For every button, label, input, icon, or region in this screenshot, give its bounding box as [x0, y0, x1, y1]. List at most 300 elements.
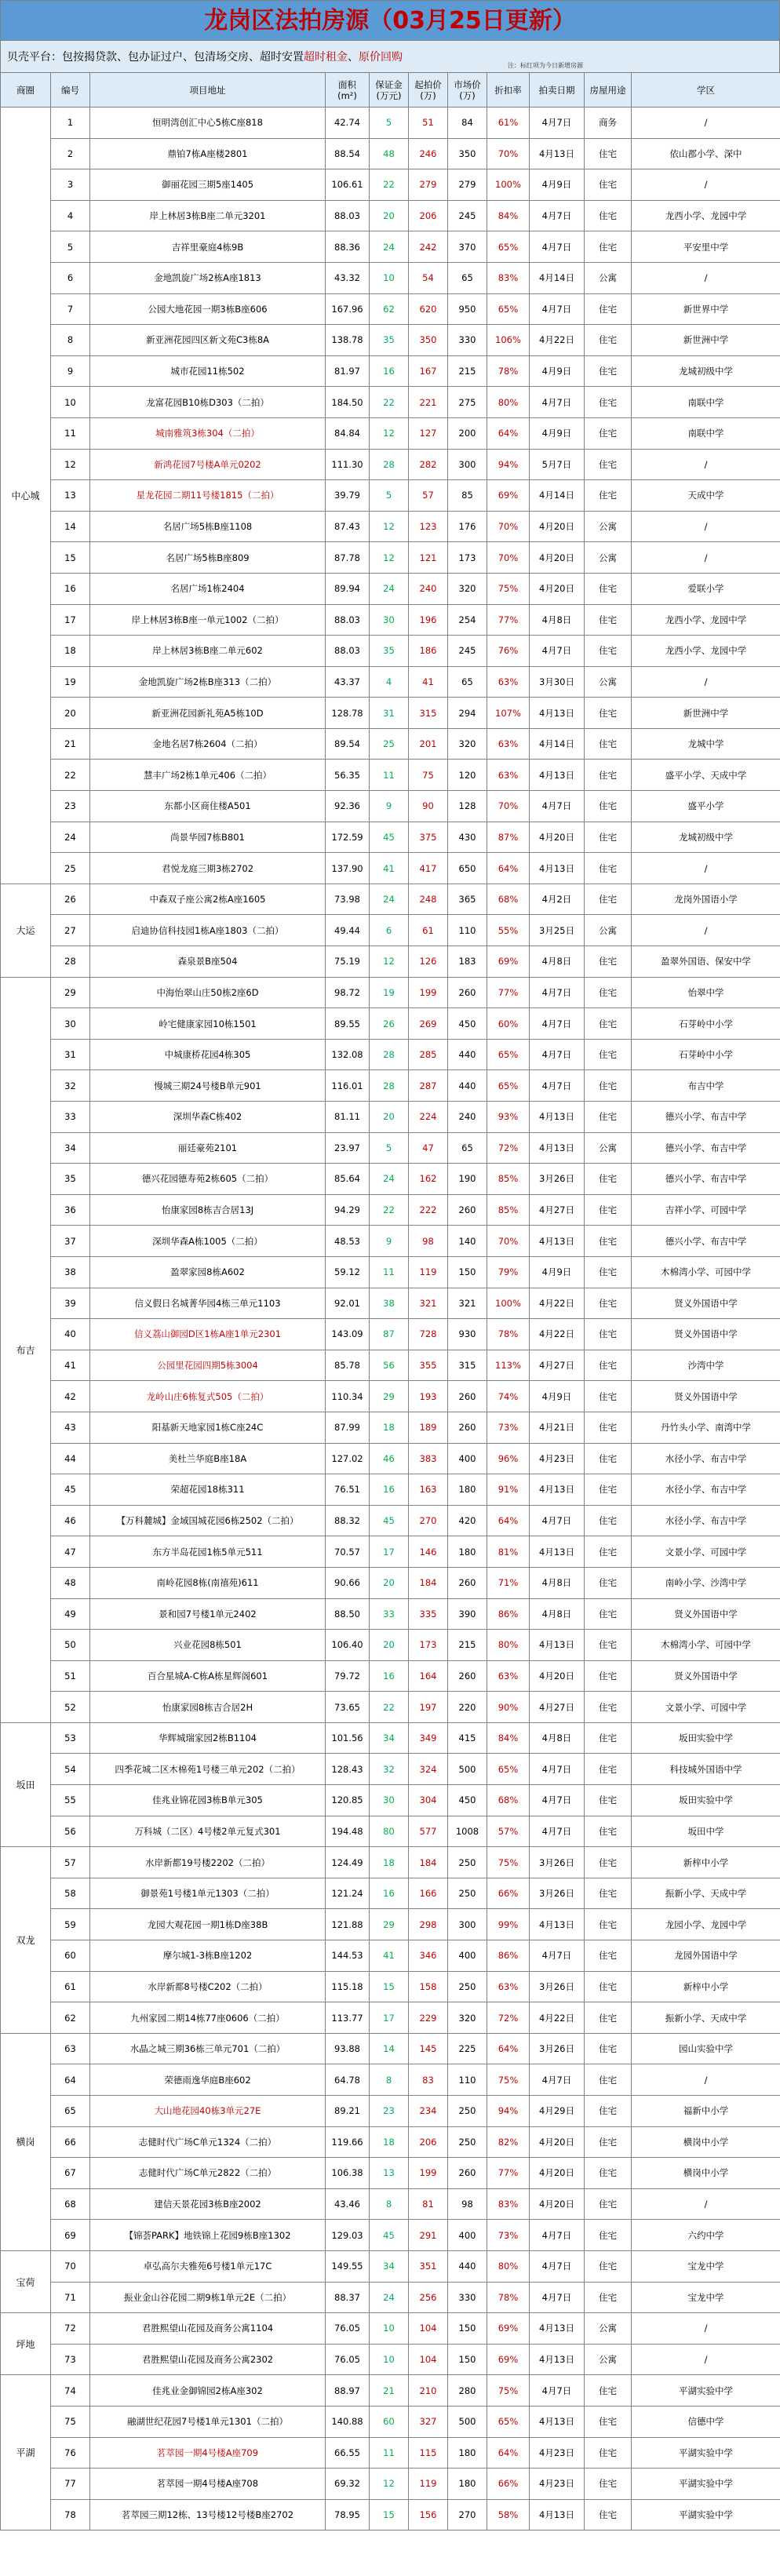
- row-school: /: [632, 666, 780, 698]
- row-auction-date: 4月13日: [530, 2406, 585, 2437]
- row-size: 128.78: [326, 698, 370, 729]
- row-deposit: 10: [370, 262, 409, 293]
- row-school: 科技城外国语中学: [632, 1754, 780, 1785]
- row-usage: 住宅: [585, 1505, 632, 1536]
- row-usage: 住宅: [585, 1256, 632, 1288]
- row-size: 89.21: [326, 2096, 370, 2127]
- row-discount: 69%: [487, 2313, 530, 2345]
- row-usage: 住宅: [585, 1443, 632, 1474]
- row-auction-date: 4月23日: [530, 2469, 585, 2500]
- row-school: 龙西小学、龙园中学: [632, 604, 780, 636]
- row-discount: 69%: [487, 480, 530, 512]
- row-auction-date: 4月7日: [530, 1816, 585, 1847]
- row-discount: 63%: [487, 666, 530, 698]
- table-row: [1, 884, 780, 915]
- row-market-price: 260: [448, 2158, 487, 2189]
- row-school: 龙园外国语中学: [632, 1940, 780, 1972]
- row-deposit: 11: [370, 2437, 409, 2469]
- row-discount: 91%: [487, 1474, 530, 1506]
- row-address: 荣超花园18栋311: [90, 1474, 326, 1506]
- row-size: 121.88: [326, 1909, 370, 1940]
- row-usage: 住宅: [585, 2282, 632, 2313]
- row-address: 万科城（二区）4号楼2单元复式301: [90, 1816, 326, 1847]
- table-row: [1, 2313, 780, 2345]
- row-start-price: 620: [409, 293, 448, 325]
- row-auction-date: 4月20日: [530, 2126, 585, 2158]
- row-size: 87.99: [326, 1412, 370, 1443]
- row-school: 横岗中小学: [632, 2126, 780, 2158]
- row-size: 106.61: [326, 169, 370, 201]
- area-cell: 双龙: [1, 1847, 51, 2034]
- row-index: 26: [51, 884, 90, 915]
- row-usage: 住宅: [585, 1319, 632, 1350]
- row-index: 64: [51, 2064, 90, 2096]
- table-row: [1, 1381, 780, 1412]
- row-usage: 住宅: [585, 1008, 632, 1040]
- row-auction-date: 4月13日: [530, 1132, 585, 1164]
- row-auction-date: 4月9日: [530, 1381, 585, 1412]
- row-start-price: 324: [409, 1754, 448, 1785]
- row-school: 横岗中小学: [632, 2158, 780, 2189]
- row-start-price: 98: [409, 1226, 448, 1257]
- row-usage: 住宅: [585, 1630, 632, 1661]
- table-row: [1, 1660, 780, 1692]
- row-auction-date: 4月13日: [530, 698, 585, 729]
- row-deposit: 5: [370, 1132, 409, 1164]
- row-market-price: 150: [448, 2313, 487, 2345]
- row-address: 盈翠家园8栋A602: [90, 1256, 326, 1288]
- row-index: 75: [51, 2406, 90, 2437]
- row-deposit: 80: [370, 1816, 409, 1847]
- table-row: [1, 604, 780, 636]
- row-start-price: 355: [409, 1350, 448, 1381]
- row-school: 龙西小学、龙园中学: [632, 200, 780, 231]
- row-school: 贤义外国语中学: [632, 1598, 780, 1630]
- row-size: 98.72: [326, 977, 370, 1008]
- table-row: [1, 2158, 780, 2189]
- row-school: 德兴小学、布吉中学: [632, 1102, 780, 1133]
- row-auction-date: 4月8日: [530, 1722, 585, 1754]
- row-school: 木棉湾小学、可园中学: [632, 1256, 780, 1288]
- row-auction-date: 4月2日: [530, 884, 585, 915]
- row-size: 90.66: [326, 1567, 370, 1598]
- row-usage: 住宅: [585, 2250, 632, 2282]
- row-index: 35: [51, 1164, 90, 1195]
- row-start-price: 104: [409, 2313, 448, 2345]
- row-start-price: 199: [409, 2158, 448, 2189]
- header-area: 商圈: [1, 73, 51, 107]
- row-size: 88.37: [326, 2282, 370, 2313]
- row-discount: 77%: [487, 604, 530, 636]
- row-discount: 74%: [487, 1381, 530, 1412]
- row-usage: 公寓: [585, 542, 632, 574]
- row-index: 61: [51, 1971, 90, 2002]
- row-discount: 94%: [487, 449, 530, 480]
- row-discount: 93%: [487, 1102, 530, 1133]
- row-deposit: 28: [370, 1070, 409, 1102]
- table-row: [1, 573, 780, 604]
- row-school: 宝龙中学: [632, 2282, 780, 2313]
- row-school: /: [632, 2064, 780, 2096]
- row-index: 13: [51, 480, 90, 512]
- row-deposit: 31: [370, 698, 409, 729]
- row-start-price: 57: [409, 480, 448, 512]
- row-auction-date: 4月9日: [530, 355, 585, 387]
- row-discount: 83%: [487, 262, 530, 293]
- table-row: [1, 1132, 780, 1164]
- row-deposit: 21: [370, 2375, 409, 2407]
- row-auction-date: 4月7日: [530, 200, 585, 231]
- row-school: 德兴小学、布吉中学: [632, 1164, 780, 1195]
- row-address: 佳兆业金御锦园2栋A座302: [90, 2375, 326, 2407]
- row-index: 54: [51, 1754, 90, 1785]
- row-school: 爱联小学: [632, 573, 780, 604]
- row-discount: 68%: [487, 884, 530, 915]
- row-address: 公园大地花园一期3栋B座606: [90, 293, 326, 325]
- row-usage: 公寓: [585, 2344, 632, 2375]
- listing-table: [0, 72, 780, 2530]
- row-usage: 住宅: [585, 2126, 632, 2158]
- row-discount: 63%: [487, 760, 530, 791]
- row-market-price: 180: [448, 1536, 487, 1568]
- row-usage: 住宅: [585, 1164, 632, 1195]
- row-deposit: 29: [370, 1381, 409, 1412]
- row-school: 石芽岭中小学: [632, 1008, 780, 1040]
- row-market-price: 176: [448, 511, 487, 542]
- row-deposit: 24: [370, 884, 409, 915]
- row-start-price: 248: [409, 884, 448, 915]
- row-size: 81.97: [326, 355, 370, 387]
- row-index: 47: [51, 1536, 90, 1568]
- row-deposit: 22: [370, 169, 409, 201]
- row-address: 鼎铂7栋A座楼2801: [90, 138, 326, 169]
- area-cell: 中心城: [1, 107, 51, 884]
- row-school: 新梓中小学: [632, 1971, 780, 2002]
- row-address: 信义假日名城菁华园4栋三单元1103: [90, 1288, 326, 1319]
- row-deposit: 24: [370, 231, 409, 263]
- row-auction-date: 4月20日: [530, 1660, 585, 1692]
- row-auction-date: 4月7日: [530, 1940, 585, 1972]
- row-size: 184.50: [326, 387, 370, 418]
- row-auction-date: 4月13日: [530, 2344, 585, 2375]
- row-size: 138.78: [326, 325, 370, 356]
- table-row: [1, 2499, 780, 2530]
- row-deposit: 23: [370, 2096, 409, 2127]
- row-usage: 住宅: [585, 1226, 632, 1257]
- row-start-price: 291: [409, 2220, 448, 2251]
- row-auction-date: 4月13日: [530, 1909, 585, 1940]
- row-school: 文景小学、可园中学: [632, 1692, 780, 1723]
- row-start-price: 145: [409, 2033, 448, 2064]
- row-index: 46: [51, 1505, 90, 1536]
- table-row: [1, 511, 780, 542]
- row-auction-date: 4月22日: [530, 2002, 585, 2034]
- row-address: 中城康桥花园4栋305: [90, 1039, 326, 1070]
- row-school: 平湖实验中学: [632, 2499, 780, 2530]
- row-market-price: 65: [448, 262, 487, 293]
- row-deposit: 22: [370, 1692, 409, 1723]
- row-school: 盛平小学、天成中学: [632, 760, 780, 791]
- row-school: 新世洲中学: [632, 325, 780, 356]
- row-school: 木棉湾小学、可园中学: [632, 1630, 780, 1661]
- row-usage: 住宅: [585, 1785, 632, 1816]
- row-auction-date: 4月13日: [530, 760, 585, 791]
- table-row: [1, 2375, 780, 2407]
- row-market-price: 321: [448, 1288, 487, 1319]
- row-auction-date: 4月7日: [530, 1505, 585, 1536]
- row-market-price: 320: [448, 2002, 487, 2034]
- row-usage: 住宅: [585, 884, 632, 915]
- row-start-price: 90: [409, 791, 448, 822]
- table-row: [1, 2469, 780, 2500]
- row-address: 星龙花园二期11号楼1815（二拍）: [90, 480, 326, 512]
- row-auction-date: 4月7日: [530, 231, 585, 263]
- row-size: 48.53: [326, 1226, 370, 1257]
- row-auction-date: 4月9日: [530, 1256, 585, 1288]
- row-auction-date: 4月7日: [530, 1039, 585, 1070]
- row-discount: 80%: [487, 2250, 530, 2282]
- row-auction-date: 4月7日: [530, 791, 585, 822]
- row-discount: 75%: [487, 1847, 530, 1878]
- row-market-price: 279: [448, 169, 487, 201]
- row-discount: 65%: [487, 1039, 530, 1070]
- row-discount: 61%: [487, 107, 530, 139]
- row-address: 恒明湾创汇中心5栋C座818: [90, 107, 326, 139]
- row-size: 87.43: [326, 511, 370, 542]
- row-market-price: 260: [448, 1412, 487, 1443]
- row-deposit: 17: [370, 1536, 409, 1568]
- row-index: 67: [51, 2158, 90, 2189]
- row-discount: 66%: [487, 2469, 530, 2500]
- row-usage: 住宅: [585, 2033, 632, 2064]
- row-address: 建信天景花园3栋B座2002: [90, 2188, 326, 2220]
- row-discount: 70%: [487, 542, 530, 574]
- row-discount: 85%: [487, 1194, 530, 1226]
- row-start-price: 166: [409, 1878, 448, 1909]
- row-usage: 公寓: [585, 915, 632, 946]
- row-size: 75.19: [326, 946, 370, 978]
- row-market-price: 128: [448, 791, 487, 822]
- row-usage: 住宅: [585, 1102, 632, 1133]
- row-size: 39.79: [326, 480, 370, 512]
- row-deposit: 29: [370, 1909, 409, 1940]
- row-size: 106.40: [326, 1630, 370, 1661]
- table-row: [1, 1816, 780, 1847]
- row-start-price: 206: [409, 200, 448, 231]
- table-row: [1, 1722, 780, 1754]
- table-row: [1, 1630, 780, 1661]
- row-deposit: 32: [370, 1754, 409, 1785]
- row-usage: 住宅: [585, 822, 632, 853]
- row-school: 南岭小学、沙湾中学: [632, 1567, 780, 1598]
- row-size: 94.29: [326, 1194, 370, 1226]
- row-deposit: 62: [370, 293, 409, 325]
- row-deposit: 5: [370, 480, 409, 512]
- row-size: 115.18: [326, 1971, 370, 2002]
- table-row: [1, 2033, 780, 2064]
- row-market-price: 365: [448, 884, 487, 915]
- row-auction-date: 3月30日: [530, 666, 585, 698]
- row-start-price: 304: [409, 1785, 448, 1816]
- row-market-price: 200: [448, 417, 487, 449]
- row-start-price: 350: [409, 325, 448, 356]
- row-start-price: 81: [409, 2188, 448, 2220]
- row-start-price: 41: [409, 666, 448, 698]
- row-market-price: 250: [448, 1971, 487, 2002]
- row-usage: 住宅: [585, 1567, 632, 1598]
- row-deposit: 45: [370, 2220, 409, 2251]
- table-row: [1, 1164, 780, 1195]
- row-school: 贤义外国语中学: [632, 1660, 780, 1692]
- row-start-price: 196: [409, 604, 448, 636]
- header-start-price: 起拍价 (万): [409, 73, 448, 107]
- row-index: 36: [51, 1194, 90, 1226]
- row-discount: 65%: [487, 231, 530, 263]
- row-school: 水径小学、布吉中学: [632, 1474, 780, 1506]
- row-index: 70: [51, 2250, 90, 2282]
- row-auction-date: 4月13日: [530, 2313, 585, 2345]
- row-usage: 公寓: [585, 511, 632, 542]
- table-row: [1, 417, 780, 449]
- row-usage: 住宅: [585, 2375, 632, 2407]
- row-start-price: 115: [409, 2437, 448, 2469]
- row-index: 55: [51, 1785, 90, 1816]
- row-deposit: 24: [370, 1164, 409, 1195]
- row-address: 龙富花园B10栋D303（二拍）: [90, 387, 326, 418]
- row-index: 43: [51, 1412, 90, 1443]
- row-size: 43.32: [326, 262, 370, 293]
- row-start-price: 383: [409, 1443, 448, 1474]
- row-address: 怡康家园8栋吉合居13J: [90, 1194, 326, 1226]
- row-market-price: 245: [448, 636, 487, 667]
- row-deposit: 22: [370, 1194, 409, 1226]
- row-auction-date: 3月26日: [530, 1878, 585, 1909]
- row-auction-date: 4月8日: [530, 1598, 585, 1630]
- row-usage: 住宅: [585, 417, 632, 449]
- row-deposit: 45: [370, 1505, 409, 1536]
- row-size: 92.01: [326, 1288, 370, 1319]
- row-size: 127.02: [326, 1443, 370, 1474]
- row-school: 贤义外国语中学: [632, 1319, 780, 1350]
- row-market-price: 98: [448, 2188, 487, 2220]
- row-address: 名居广场1栋2404: [90, 573, 326, 604]
- row-deposit: 8: [370, 2188, 409, 2220]
- row-start-price: 234: [409, 2096, 448, 2127]
- row-market-price: 140: [448, 1226, 487, 1257]
- row-school: 坂田实验中学: [632, 1722, 780, 1754]
- row-start-price: 206: [409, 2126, 448, 2158]
- row-address: 名居广场5栋B座809: [90, 542, 326, 574]
- row-market-price: 500: [448, 2406, 487, 2437]
- row-deposit: 48: [370, 138, 409, 169]
- header-index: 编号: [51, 73, 90, 107]
- row-index: 27: [51, 915, 90, 946]
- row-index: 4: [51, 200, 90, 231]
- row-address: 四季花城二区木棉苑1号楼三单元202（二拍）: [90, 1754, 326, 1785]
- row-size: 88.50: [326, 1598, 370, 1630]
- row-size: 149.55: [326, 2250, 370, 2282]
- row-discount: 70%: [487, 1226, 530, 1257]
- row-discount: 65%: [487, 2406, 530, 2437]
- row-index: 59: [51, 1909, 90, 1940]
- row-address: 振业金山谷花园二期9栋1单元2E（二拍）: [90, 2282, 326, 2313]
- row-school: 坂田中学: [632, 1816, 780, 1847]
- table-row: [1, 1102, 780, 1133]
- table-row: [1, 200, 780, 231]
- row-index: 29: [51, 977, 90, 1008]
- row-start-price: 184: [409, 1847, 448, 1878]
- row-school: /: [632, 107, 780, 139]
- row-size: 120.85: [326, 1785, 370, 1816]
- row-address: 东方半岛花园1栋5单元511: [90, 1536, 326, 1568]
- row-market-price: 150: [448, 1256, 487, 1288]
- row-deposit: 10: [370, 2313, 409, 2345]
- row-auction-date: 4月7日: [530, 293, 585, 325]
- row-market-price: 250: [448, 2096, 487, 2127]
- row-auction-date: 3月26日: [530, 1847, 585, 1878]
- row-market-price: 400: [448, 1443, 487, 1474]
- table-row: [1, 1940, 780, 1972]
- row-deposit: 60: [370, 2406, 409, 2437]
- row-discount: 78%: [487, 1319, 530, 1350]
- table-row: [1, 2437, 780, 2469]
- row-discount: 96%: [487, 1443, 530, 1474]
- row-deposit: 15: [370, 1971, 409, 2002]
- row-start-price: 201: [409, 728, 448, 760]
- area-cell: 坪地: [1, 2313, 51, 2375]
- platform-banner: [0, 41, 780, 72]
- table-row: [1, 915, 780, 946]
- table-row: [1, 293, 780, 325]
- banner-separator: 、: [348, 51, 359, 64]
- table-row: [1, 107, 780, 139]
- row-market-price: 450: [448, 1008, 487, 1040]
- row-start-price: 51: [409, 107, 448, 139]
- row-market-price: 180: [448, 2437, 487, 2469]
- table-row: [1, 1412, 780, 1443]
- row-discount: 113%: [487, 1350, 530, 1381]
- row-address: 君胜熙望山花园及商务公寓1104: [90, 2313, 326, 2345]
- row-auction-date: 4月14日: [530, 262, 585, 293]
- row-index: 30: [51, 1008, 90, 1040]
- row-auction-date: 4月7日: [530, 1754, 585, 1785]
- row-size: 144.53: [326, 1940, 370, 1972]
- table-row: [1, 822, 780, 853]
- row-address: 新鸿花园7号楼A单元0202: [90, 449, 326, 480]
- row-school: 南联中学: [632, 387, 780, 418]
- banner-highlight-buyback: 原价回购: [359, 51, 403, 64]
- row-usage: 住宅: [585, 449, 632, 480]
- row-index: 66: [51, 2126, 90, 2158]
- row-index: 76: [51, 2437, 90, 2469]
- table-row: [1, 1909, 780, 1940]
- row-size: 92.36: [326, 791, 370, 822]
- row-usage: 住宅: [585, 2158, 632, 2189]
- row-discount: 77%: [487, 2158, 530, 2189]
- area-cell: 坂田: [1, 1722, 51, 1846]
- row-address: 融湖世纪花园7号楼1单元1301（二拍）: [90, 2406, 326, 2437]
- row-usage: 住宅: [585, 760, 632, 791]
- row-auction-date: 3月26日: [530, 1164, 585, 1195]
- row-start-price: 184: [409, 1567, 448, 1598]
- row-usage: 住宅: [585, 2188, 632, 2220]
- row-index: 68: [51, 2188, 90, 2220]
- row-usage: 住宅: [585, 946, 632, 978]
- row-size: 137.90: [326, 853, 370, 884]
- row-start-price: 75: [409, 760, 448, 791]
- row-school: 龙城初级中学: [632, 355, 780, 387]
- row-deposit: 33: [370, 1598, 409, 1630]
